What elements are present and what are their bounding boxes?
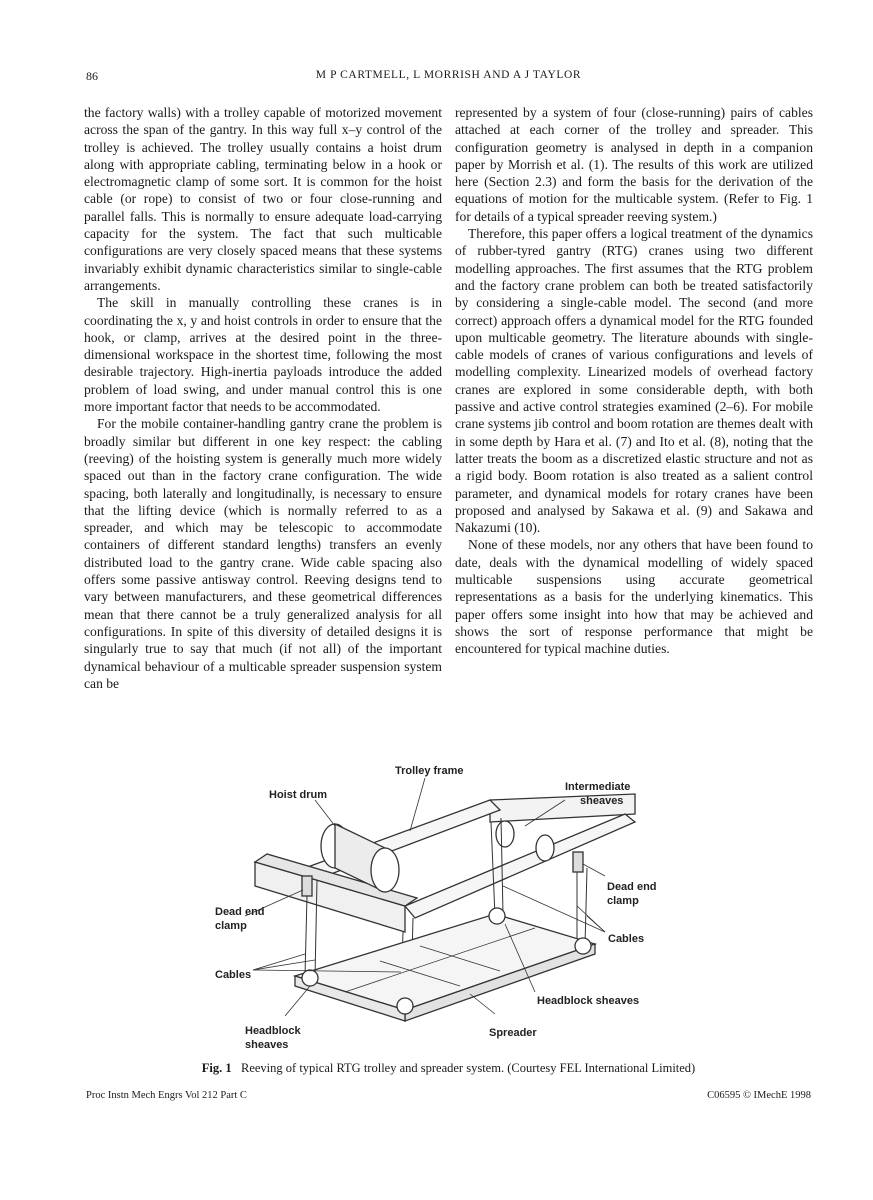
page-footer [86,1090,811,1104]
headblock-sheave [575,938,591,954]
label-intermediate-sheaves: Intermediate [565,781,631,793]
headblock-sheave [302,970,318,986]
left-column [84,104,442,692]
caption-label: Fig. 1 [201,1061,232,1075]
label-dead-end-clamp-left: Dead end [215,906,265,918]
headblock-sheave [489,908,505,924]
dead-end-clamp-left [302,876,312,896]
label-headblock-sheaves-right: Headblock sheaves [537,995,640,1007]
paragraph: Therefore, this paper offers a logical treatment of the dynamics of rubber-tyred gantry (RTG) cranes using two different modelling approaches. The first assumes that the RTG problem and the factory crane problem can both be treated satisfactorily by considering a single-cable model. The second (and more correct) approach offers a dynamical model for the RTG founded upon multicable geometry. The literature abounds with single-cable models of cranes of various configurations and levels of modelling complexity. Linearized models of overhead factory cranes are explored in some considerable depth, with both passive and active control strategies examined (2–6). For mobile crane systems jib control and boom rotation are themes dealt with in some depth by Hara et al. (7) and Ito et al. (8), noting that the latter treats the boom as a discretized elastic structure and not as a rigid body. Boom rotation is also treated as a salient control parameter, and dynamical models for rotary cranes have been proposed and analysed by Sakawa et al. (9) and Sakawa and Nakazumi (10). [455,226,813,536]
page-number: 86 [86,69,98,83]
label-dead-end-clamp-left: clamp [215,920,247,932]
label-intermediate-sheaves: sheaves [580,795,624,807]
running-head: M P CARTMELL, L MORRISH AND A J TAYLOR [315,69,582,81]
label-headblock-sheaves-left: Headblock [245,1025,301,1037]
right-column [455,104,813,658]
label-spreader: Spreader [489,1027,537,1039]
rtg-trolley-spreader-drawing [205,756,665,1056]
footer-copyright: C06595 © IMechE 1998 [707,1090,811,1101]
figure-rtg-reeving [205,756,665,1056]
label-dead-end-clamp-right: clamp [607,895,639,907]
headblock-sheave [397,998,413,1014]
label-cables-left: Cables [215,969,252,981]
intermediate-sheave [536,835,554,861]
dead-end-clamp-right [573,852,583,872]
label-headblock-sheaves-left: sheaves [245,1039,289,1051]
paragraph: None of these models, nor any others that have been found to date, deals with the dynamical modelling of widely spaced multicable suspensions using accurate geometrical representations as a basis for the underlying kinematics. This paper offers some insight into how that may be achieved and shows the sort of response performance that might be encountered for typical machine duties. [455,537,813,657]
paragraph: represented by a system of four (close-running) pairs of cables attached at each corner of the trolley and spreader. This configuration geometry is analysed in depth in a companion paper by Morrish et al. (1). The results of this work are utilized here (Section 2.3) and form the basis for the derivation of the equations of motion for the multicable system. (Refer to Fig. 1 for details of a typical spreader reeving system.) [455,105,813,224]
caption-text: Reeving of typical RTG trolley and spreader system. (Courtesy FEL International Limited) [241,1061,696,1075]
paragraph: The skill in manually controlling these cranes is in coordinating the x, y and hoist controls in order to ensure that the hook, or clamp, arrives at the desired point in the three-dimensional workspace in the shortest time, following the most desirable trajectory. High-inertia payloads introduce the added problem of load swing, and under manual control this is one more important factor that needs to be accommodated. [84,295,442,415]
label-cables-right: Cables [608,933,645,945]
intermediate-sheave [496,821,514,847]
paragraph: For the mobile container-handling gantry crane the problem is broadly similar but different in one key respect: the cabling (reeving) of the hoisting system is generally much more widely spaced out than in the factory crane configuration. The wide spacing, both laterally and longitudinally, is necessary to ensure that the lifting device (which is normally referred to as a spreader, and which may be telescopic to accommodate containers of different standard lengths) transfers an evenly distributed load to the gantry crane. Wide cable spacing also offers some passive antisway control. Reeving designs tend to vary between manufacturers, and these geometrical differences mean that there cannot be a truly generalized analysis for all configurations. In spite of this diversity of detailed designs it is singularly true to say that much (if not all) of the important dynamical behaviour of a multicable spreader suspension system can be [84,416,442,691]
figure-caption [86,1061,811,1076]
label-dead-end-clamp-right: Dead end [607,881,657,893]
paragraph: the factory walls) with a trolley capable of motorized movement across the span of the gantry. In this way full x–y control of the trolley is achieved. The trolley usually contains a hoist drum along with appropriate cabling, terminating below in a hook or electromagnetic clamp of some sort. It is common for the hoist cable (or rope) to consist of two or four close-running and parallel falls. This is normally to ensure adequate load-carrying capacity for the system. The fact that such multicable configurations are very closely spaced means that these systems invariably exhibit dynamic characteristics similar to single-cable arrangements. [84,105,442,293]
page-header [86,69,811,85]
label-trolley-frame: Trolley frame [395,765,464,777]
label-hoist-drum: Hoist drum [269,789,328,801]
footer-journal: Proc Instn Mech Engrs Vol 212 Part C [86,1090,247,1101]
